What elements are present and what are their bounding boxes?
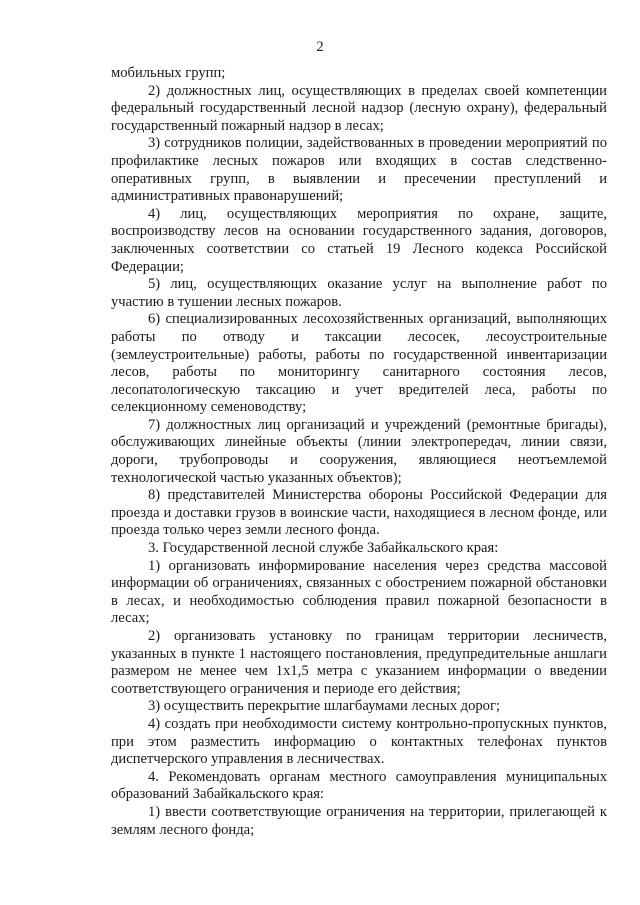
paragraph-section-3-item-4: 4) создать при необходимости систему контрольно-пропускных пунктов, при этом разместить информацию о контактных телефонах пунктов диспетчерского управления в лесничествах.: [111, 715, 607, 768]
paragraph-item-7-linear-objects: 7) должностных лиц организаций и учреждений (ремонтные бригады), обслуживающих линейные объекты (линии электропередач, линии связи, дороги, трубопроводы и сооружения, являющиеся неотъемлемой технологической частью указанных объектов);: [111, 416, 607, 486]
paragraph-continuation: мобильных групп;: [111, 65, 226, 81]
paragraph-item-6-forestry-organizations: 6) специализированных лесохозяйственных организаций, выполняющих работы по отводу и таксации лесосек, лесоустроительные (землеустроительные) работы, работы по государственной инвентаризации лесов, работы по мониторингу санитарного состояния лесов, лесопатологическую таксацию и учет вредителей леса, работы по селекционному семеноводству;: [111, 311, 607, 416]
paragraph-item-5-firefighting-services: 5) лиц, осуществляющих оказание услуг на выполнение работ по участию в тушении лесных пожаров.: [111, 276, 607, 310]
paragraph-section-4-local-government: 4. Рекомендовать органам местного самоуправления муниципальных образований Забайкальского края:: [111, 768, 607, 803]
paragraph-section-4-item-1: 1) ввести соответствующие ограничения на территории, прилегающей к землям лесного фонда;: [111, 803, 607, 838]
body-text: [111, 65, 607, 839]
paragraph-item-2-officials: 2) должностных лиц, осуществляющих в пределах своей компетенции федеральный государственный лесной надзор (лесную охрану), федеральный государственный пожарный надзор в лесах;: [111, 82, 607, 134]
paragraph-item-3-police: 3) сотрудников полиции, задействованных в проведении мероприятий по профилактике лесных пожаров или входящих в состав следственно-оперативных групп, в выявлении и пресечении преступлений и административных правонарушений;: [111, 135, 607, 205]
paragraph-item-8-defense-ministry: 8) представителей Министерства обороны Российской Федерации для проезда и доставки грузов в воинские части, находящиеся в лесном фонде, или проезда только через земли лесного фонда.: [111, 487, 607, 539]
paragraph-section-3-item-1: 1) организовать информирование населения через средства массовой информации об ограничениях, связанных с обострением пожарной обстановки в лесах, и необходимостью соблюдения правил пожарной безопасности в лесах;: [111, 557, 607, 627]
paragraph-section-3-item-3: 3) осуществить перекрытие шлагбаумами лесных дорог;: [148, 698, 501, 715]
paragraph-section-3-item-2: 2) организовать установку по границам территории лесничеств, указанных в пункте 1 настоящего постановления, предупредительные аншлаги размером не менее чем 1x1,5 метра с указанием информации о введении соответствующего ограничения и периоде его действия;: [111, 628, 607, 697]
page-number: 2: [316, 39, 324, 55]
paragraph-item-4-forest-protection: 4) лиц, осуществляющих мероприятия по охране, защите, воспроизводству лесов на основании государственного задания, договоров, заключенных соответствии со статьей 19 Лесного кодекса Российской Федерации;: [111, 205, 607, 275]
paragraph-section-3-forest-service: 3. Государственной лесной службе Забайкальского края:: [148, 540, 499, 557]
